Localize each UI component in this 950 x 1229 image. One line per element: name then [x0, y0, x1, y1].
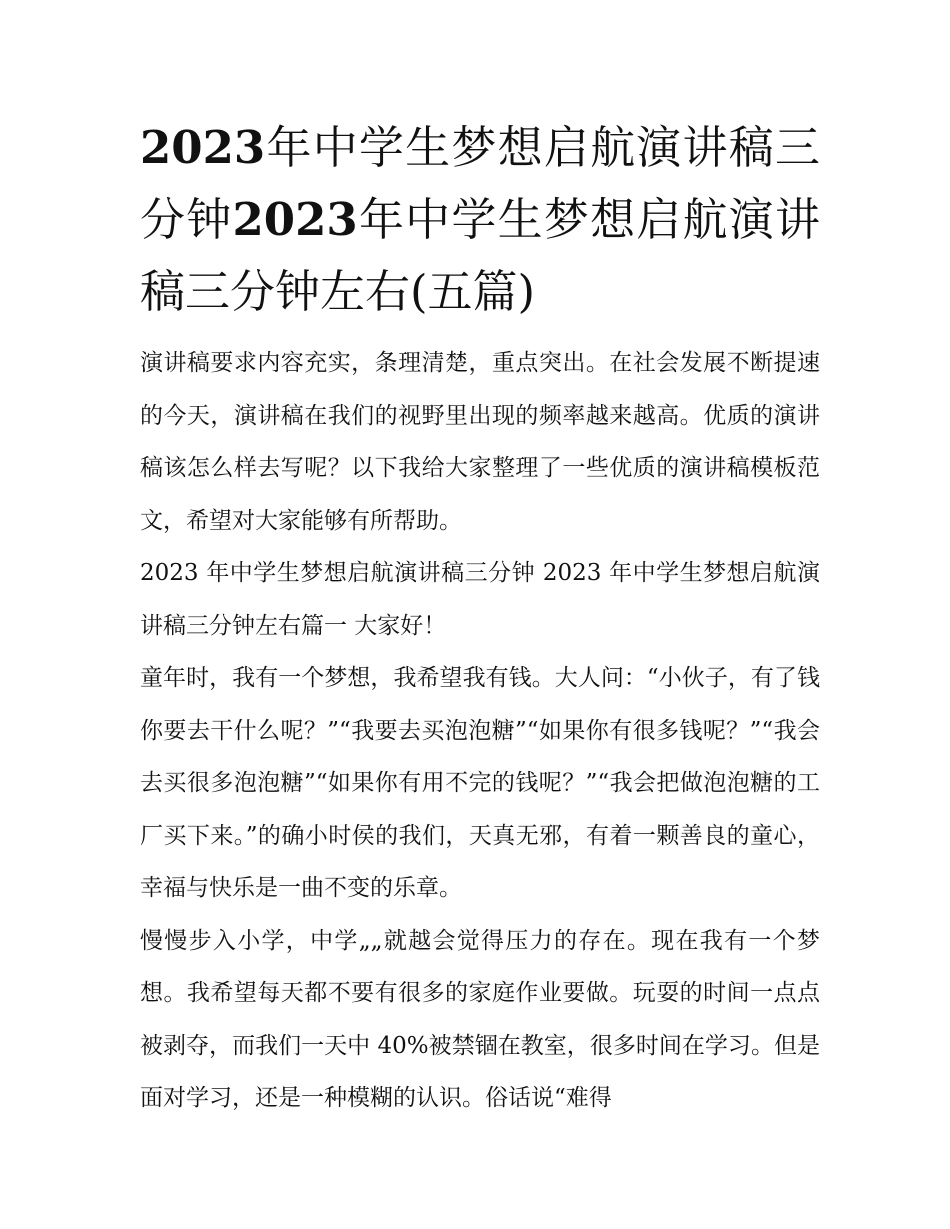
body-paragraph: 慢慢步入小学，中学„„就越会觉得压力的存在。现在我有一个梦想。我希望每天都不要有很多的家庭作业要做。玩耍的时间一点点被剥夺，而我们一天中 40%被禁锢在教室，很多时间在学习。但是面对学习，还是一种模糊的认识。俗话说“难得 — [140, 927, 820, 1111]
title-text-1: 年中学生梦想启航演讲稿三分钟 — [140, 121, 820, 246]
document-title — [140, 112, 820, 328]
section-heading-paragraph: 2023 年中学生梦想启航演讲稿三分钟 2023 年中学生梦想启航演讲稿三分钟左右篇一 大家好！ — [140, 560, 820, 639]
body-paragraph: 童年时，我有一个梦想，我希望我有钱。大人问：“小伙子，有了钱你要去干什么呢？”“我要去买泡泡糖”“如果你有很多钱呢？”“我会去买很多泡泡糖”“如果你有用不完的钱呢？”“我会把做泡泡糖的工厂买下来。”的确小时侯的我们，天真无邪，有着一颗善良的童心，幸福与快乐是一曲不变的乐章。 — [140, 665, 820, 901]
intro-paragraph: 演讲稿要求内容充实，条理清楚，重点突出。在社会发展不断提速的今天，演讲稿在我们的视野里出现的频率越来越高。优质的演讲稿该怎么样去写呢？以下我给大家整理了一些优质的演讲稿模板范文，希望对大家能够有所帮助。 — [140, 350, 820, 534]
document-body — [140, 337, 820, 1125]
title-year-2: 2023 — [232, 193, 358, 246]
document-page — [140, 112, 820, 1125]
title-year-1: 2023 — [140, 121, 266, 174]
title-text-2: 年中学生梦想启航演讲稿三分钟左右(五篇) — [140, 193, 820, 318]
